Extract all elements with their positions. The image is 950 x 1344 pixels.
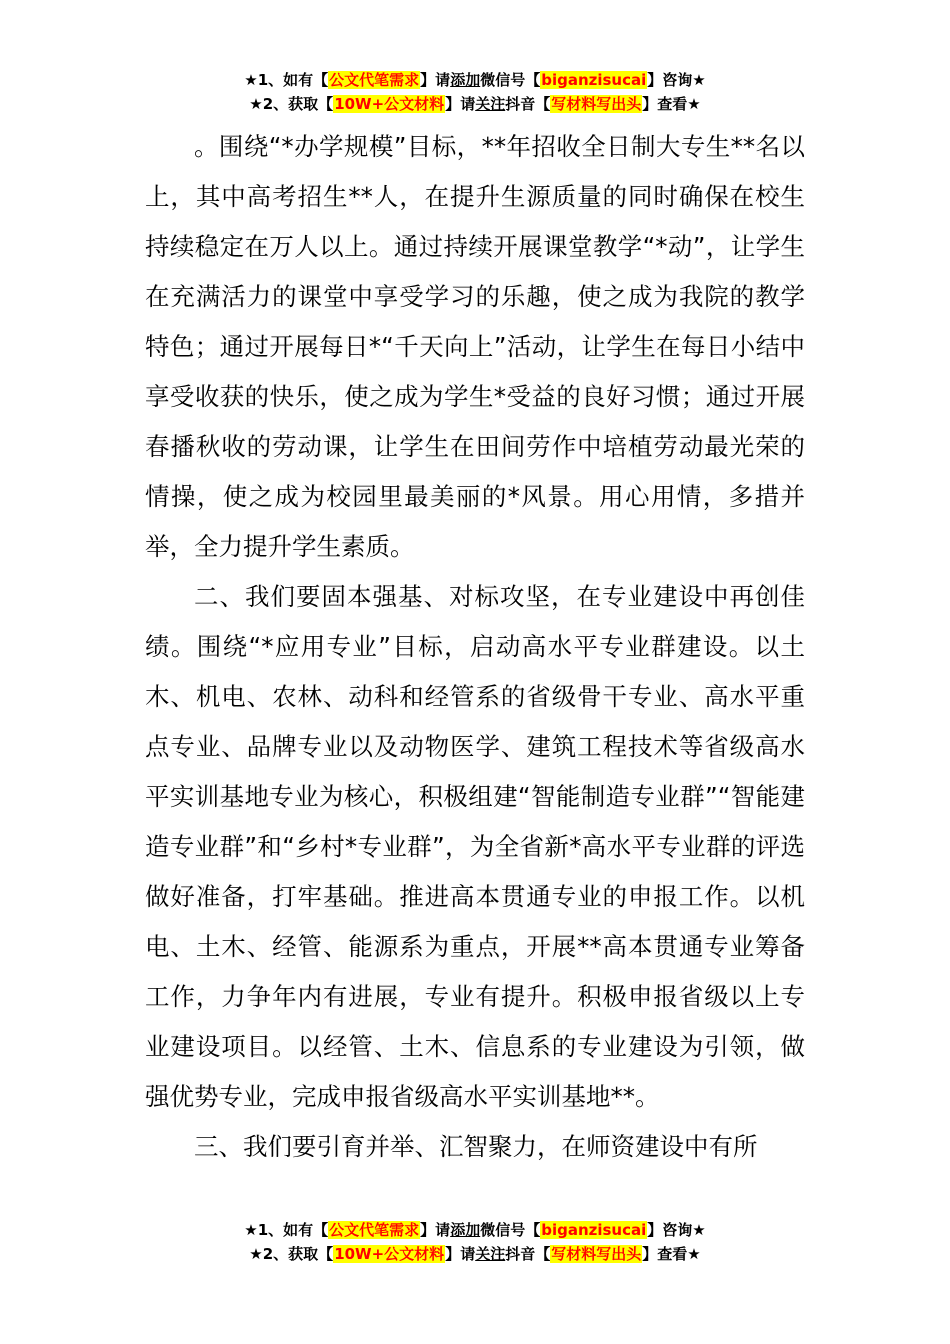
banner-text: 微信号【 [480, 1221, 541, 1239]
highlight-tag: biganzisucai [541, 1221, 647, 1239]
highlight-tag: 10W+公文材料 [334, 1245, 445, 1263]
highlight-tag: 公文代笔需求 [329, 71, 420, 89]
banner-emphasis: 关注 [475, 1245, 506, 1263]
banner-text: 】请 [420, 71, 451, 89]
body-paragraph: 三、我们要引育并举、汇智聚力，在师资建设中有所 [194, 1132, 758, 1161]
banner-emphasis: 添加 [450, 71, 481, 89]
highlight-tag: 10W+公文材料 [334, 95, 445, 113]
banner-text: ★2、获取【 [249, 1245, 334, 1263]
banner-line-2 [0, 92, 950, 116]
highlight-tag: 公文代笔需求 [329, 1221, 420, 1239]
banner-line-1 [0, 1218, 950, 1242]
banner-line-2 [0, 1242, 950, 1266]
highlight-tag: biganzisucai [541, 71, 647, 89]
banner-text: 微信号【 [480, 71, 541, 89]
banner-text: 】咨询★ [647, 1221, 706, 1239]
banner-text: 】查看★ [642, 95, 701, 113]
banner-text: ★1、如有【 [244, 1221, 329, 1239]
banner-text: ★2、获取【 [249, 95, 334, 113]
banner-text: 抖音【 [505, 95, 551, 113]
banner-text: 】查看★ [642, 1245, 701, 1263]
banner-text: 抖音【 [505, 1245, 551, 1263]
banner-text: 】咨询★ [647, 71, 706, 89]
banner-text: ★1、如有【 [244, 71, 329, 89]
highlight-tag: 写材料写出头 [551, 95, 642, 113]
document-body [145, 122, 805, 1172]
banner-text: 】请 [445, 1245, 476, 1263]
highlight-tag: 写材料写出头 [551, 1245, 642, 1263]
banner-emphasis: 关注 [475, 95, 506, 113]
footer-banner [0, 1218, 950, 1266]
header-banner [0, 68, 950, 116]
body-paragraph: 。围绕“*办学规模”目标，**年招收全日制大专生**名以上，其中高考招生**人，在提升生源质量的同时确保在校生持续稳定在万人以上。通过持续开展课堂教学“*动”，让学生在充满活力的课堂中享受学习的乐趣，使之成为我院的教学特色；通过开展每日*“千天向上”活动，让学生在每日小结中享受收获的快乐，使之成为学生*受益的良好习惯；通过开展春播秋收的劳动课，让学生在田间劳作中培植劳动最光荣的情操，使之成为校园里最美丽的*风景。用心用情，多措并举，全力提升学生素质。 [145, 132, 805, 561]
body-paragraph: 二、我们要固本强基、对标攻坚，在专业建设中再创佳绩。围绕“*应用专业”目标，启动高水平专业群建设。以土木、机电、农林、动科和经管系的省级骨干专业、高水平重点专业、品牌专业以及动物医学、建筑工程技术等省级高水平实训基地专业为核心，积极组建“智能制造专业群”“智能建造专业群”和“乡村*专业群”，为全省新*高水平专业群的评选做好准备，打牢基础。推进高本贯通专业的申报工作。以机电、土木、经管、能源系为重点，开展**高本贯通专业筹备工作，力争年内有进展，专业有提升。积极申报省级以上专业建设项目。以经管、土木、信息系的专业建设为引领，做强优势专业，完成申报省级高水平实训基地**。 [145, 582, 805, 1111]
banner-line-1 [0, 68, 950, 92]
banner-emphasis: 添加 [450, 1221, 481, 1239]
banner-text: 】请 [420, 1221, 451, 1239]
banner-text: 】请 [445, 95, 476, 113]
